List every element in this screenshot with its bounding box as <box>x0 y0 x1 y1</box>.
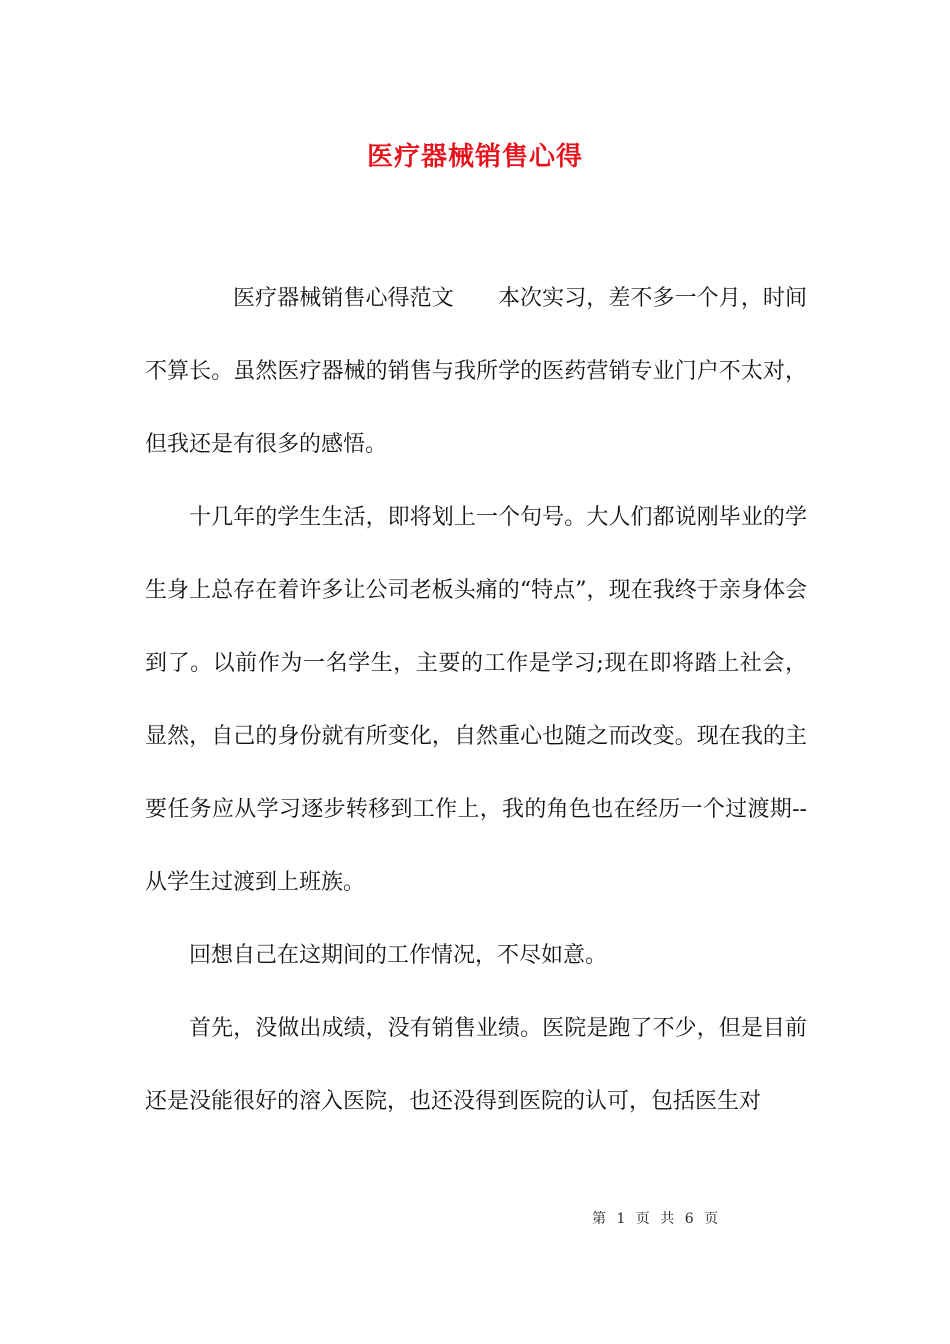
document-body <box>145 262 807 1138</box>
paragraph-intro: 医疗器械销售心得范文 本次实习，差不多一个月，时间不算长。虽然医疗器械的销售与我所学的医药营销专业门户不太对，但我还是有很多的感悟。 <box>145 286 807 457</box>
paragraph-student-life: 十几年的学生生活，即将划上一个句号。大人们都说刚毕业的学生身上总存在着许多让公司老板头痛的“特点”，现在我终于亲身体会到了。以前作为一名学生，主要的工作是学习;现在即将踏上社会，显然，自己的身份就有所变化，自然重心也随之而改变。现在我的主要任务应从学习逐步转移到工作上，我的角色也在经历一个过渡期--从学生过渡到上班族。 <box>145 505 807 895</box>
paragraph-reflection: 回想自己在这期间的工作情况，不尽如意。 <box>189 943 608 968</box>
document-title: 医疗器械销售心得 <box>366 142 583 172</box>
paragraph-first-point: 首先，没做出成绩，没有销售业绩。医院是跑了不少，但是目前还是没能很好的溶入医院，也还没得到医院的认可，包括医生对 <box>145 1016 807 1114</box>
page-footer: 第 1 页 共 6 页 <box>592 1211 722 1227</box>
